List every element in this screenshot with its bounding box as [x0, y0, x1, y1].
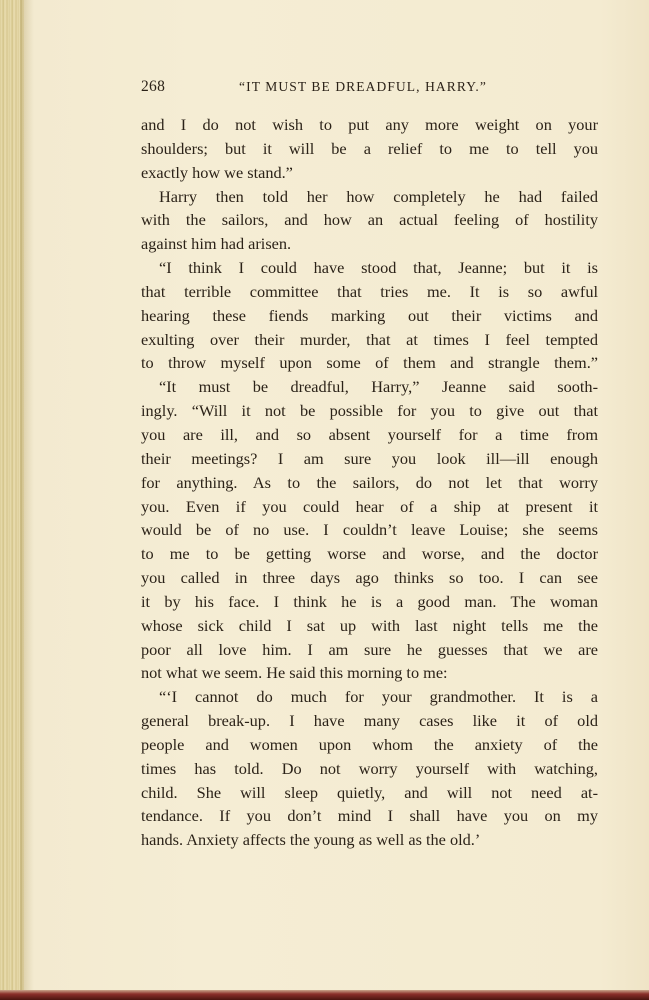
running-head: “IT MUST BE DREADFUL, HARRY.” [239, 79, 487, 94]
page-bottom-edge [0, 990, 649, 1000]
text-line: exactly how we stand.” [141, 162, 293, 182]
text-line: not what we seem. He said this morning to me: [141, 663, 448, 683]
page-number: 268 [141, 78, 166, 95]
text-line: child. She will sleep quietly, and will not need at- [141, 782, 598, 802]
text-line: with the sailors, and how an actual feeling of hostility [141, 210, 598, 230]
text-line: times has told. Do not worry yourself with watching, [141, 758, 598, 778]
text-line: for anything. As to the sailors, do not let that worry [141, 472, 598, 492]
text-line: poor all love him. I am sure he guesses that we are [141, 639, 598, 659]
gutter-shadow [20, 0, 34, 1000]
text-line: you are ill, and so absent yourself for a time from [141, 424, 598, 444]
body-text [141, 113, 598, 852]
text-line: exulting over their murder, that at times I feel tempted [141, 329, 598, 349]
text-line: hearing these fiends marking out their victims and [141, 305, 598, 325]
text-line: you. Even if you could hear of a ship at present it [141, 496, 598, 516]
text-line: shoulders; but it will be a relief to me to tell you [141, 138, 598, 158]
text-line: Harry then told her how completely he had failed [159, 186, 598, 206]
text-line: “I think I could have stood that, Jeanne; but it is [159, 258, 598, 278]
text-line: to me to be getting worse and worse, and the doctor [141, 544, 598, 564]
text-line: “‘I cannot do much for your grandmother. It is a [159, 687, 598, 707]
text-line: it by his face. I think he is a good man. The woman [141, 591, 598, 611]
text-line: whose sick child I sat up with last night tells me the [141, 615, 598, 635]
text-line: you called in three days ago thinks so too. I can see [141, 568, 598, 588]
text-line: ingly. “Will it not be possible for you to give out that [141, 401, 598, 421]
text-line: and I do not wish to put any more weight on your [141, 115, 598, 134]
text-line: “It must be dreadful, Harry,” Jeanne said sooth- [159, 377, 598, 397]
text-line: tendance. If you don’t mind I shall have you on my [141, 806, 598, 826]
text-line: would be of no use. I couldn’t leave Louise; she seems [141, 520, 598, 540]
text-line: to throw myself upon some of them and strangle them.” [141, 353, 598, 373]
text-line: against him had arisen. [141, 234, 292, 254]
text-line: hands. Anxiety affects the young as well as the old.’ [141, 830, 481, 850]
text-line: their meetings? I am sure you look ill—ill enough [141, 448, 598, 468]
text-line: people and women upon whom the anxiety of the [141, 734, 598, 754]
text-line: that terrible committee that tries me. It is so awful [141, 281, 598, 301]
text-line: general break-up. I have many cases like it of old [141, 711, 598, 731]
page-header [141, 78, 601, 98]
